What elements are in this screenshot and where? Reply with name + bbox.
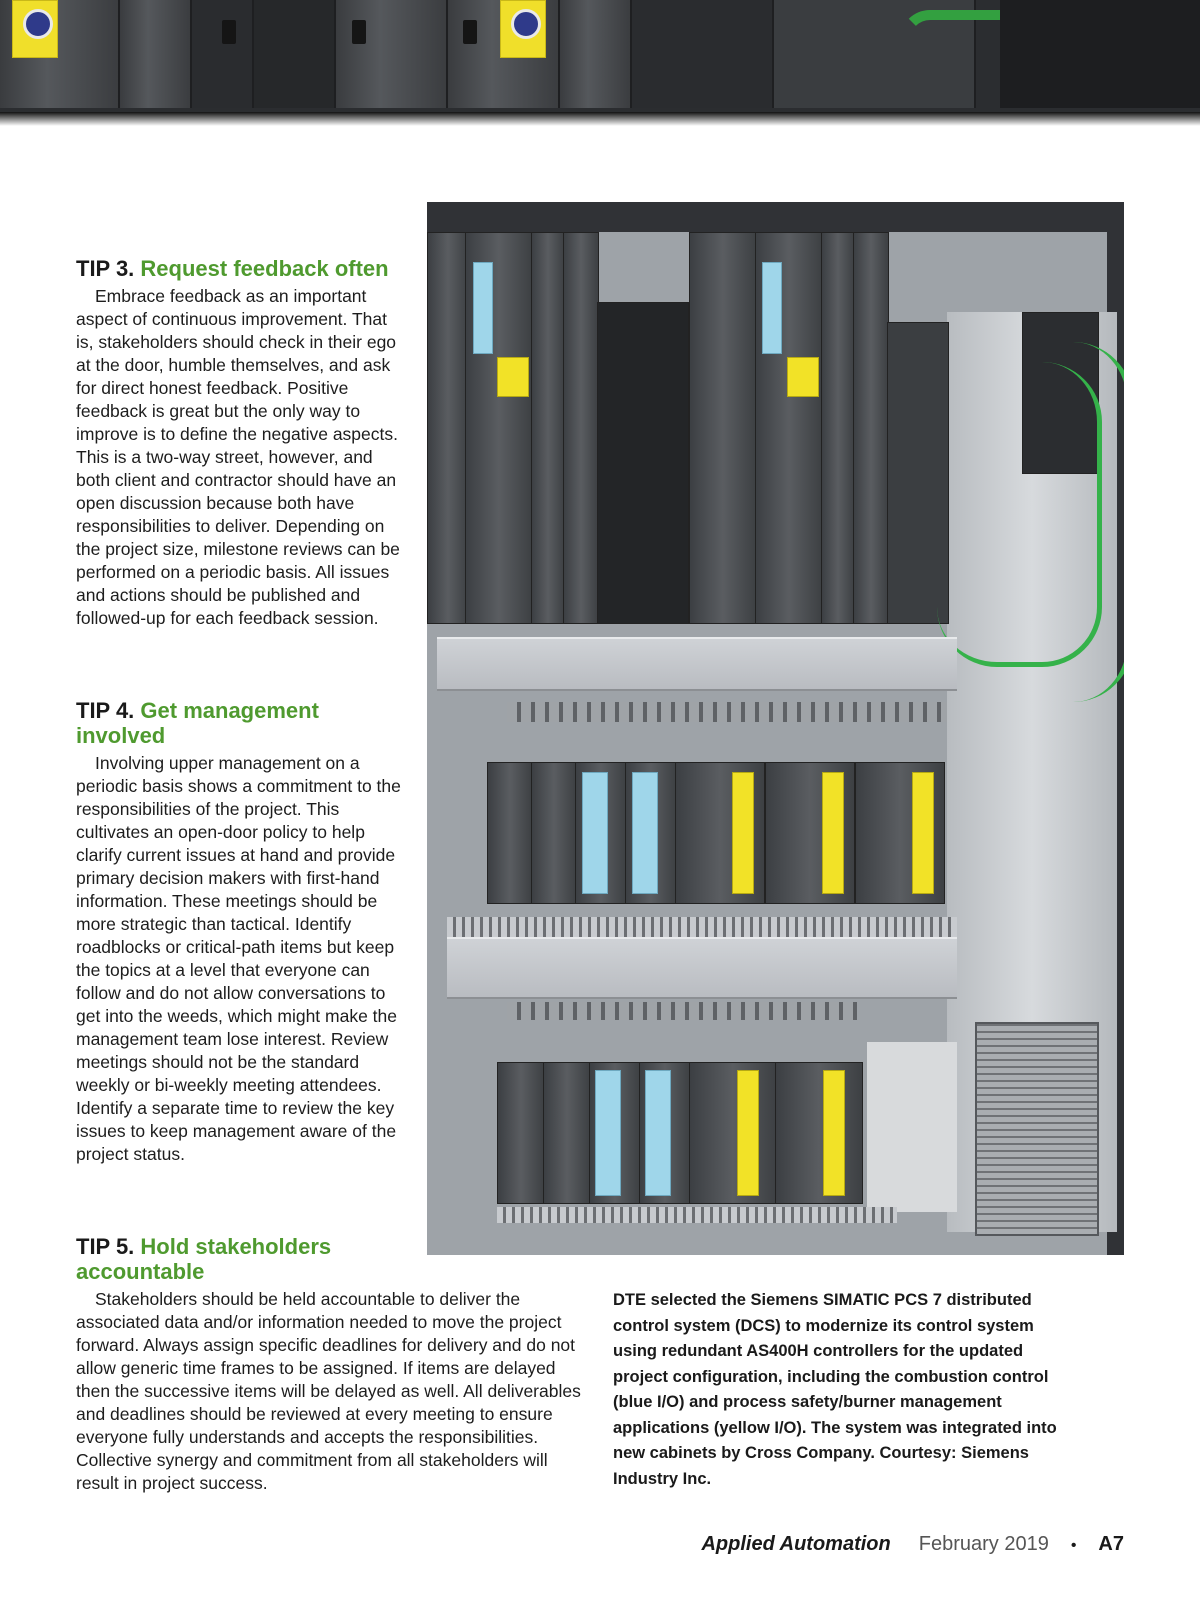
yellow-io-module bbox=[912, 772, 934, 894]
tip-5-title: Hold stakeholders accountable bbox=[76, 1234, 332, 1284]
tip-5-number: TIP 5. bbox=[76, 1234, 135, 1259]
tip-3-number: TIP 3. bbox=[76, 256, 135, 281]
yellow-io-module bbox=[822, 772, 844, 894]
photo-caption: DTE selected the Siemens SIMATIC PCS 7 distributed control system (DCS) to modernize its control system using redundant AS400H controllers for the updated project configuration, including the combustion control (blue I/O) and process safety/burner management applications (yellow I/O). The system was integrated into new cabinets by Cross Company. Courtesy: Siemens Industry Inc. bbox=[613, 1291, 1057, 1488]
tip-3-section bbox=[76, 256, 406, 630]
yellow-io-module bbox=[732, 772, 754, 894]
page-footer bbox=[701, 1533, 1124, 1563]
tip-3-body: Embrace feedback as an important aspect of continuous improvement. That is, stakeholders should check in their ego at the door, humble themselves, and ask for direct honest feedback. Positive feedback is great but the only way to improve is to define the negative aspects. This is a two-way street, however, and both client and contractor should have an open discussion because both have responsibilities to deliver. Depending on the project size, milestone reviews can be performed on a periodic basis. All issues and actions should be published and followed-up for each feedback session. bbox=[76, 286, 400, 628]
tip-3-heading bbox=[76, 256, 406, 281]
page-number: A7 bbox=[1098, 1533, 1124, 1555]
tip-3-title: Request feedback often bbox=[140, 256, 389, 281]
tip-4-number: TIP 4. bbox=[76, 698, 135, 723]
blue-io-module bbox=[645, 1070, 671, 1196]
tip-4-title: Get management involved bbox=[76, 698, 319, 748]
yellow-io-module bbox=[823, 1070, 845, 1196]
tip-4-body: Involving upper management on a periodic basis shows a commitment to the responsibilities of the project. This cultivates an open-door policy to help clarify current issues at hand and provide primary decision makers with first-hand information. These meetings should be more strategic than tactical. Identify roadblocks or critical-path items but keep the topics at a level that everyone can follow and do not allow conversations to get into the weeds, which might make the management team lose interest. Review meetings should not be the standard weekly or bi-weekly meeting attendees. Identify a separate time to review the key issues to keep management aware of the project status. bbox=[76, 753, 401, 1164]
tip-5-body: Stakeholders should be held accountable to deliver the associated data and/or information needed to move the project forward. Always assign specific deadlines for delivery and do not allow generic time frames to be assigned. If items are delayed then the successive items will be delayed as well. All deliverables and deadlines should be reviewed at every meeting to ensure everyone fully understands and accepts the responsibilities. Collective synergy and commitment from all stakeholders will result in project success. bbox=[76, 1289, 581, 1493]
yellow-io-module bbox=[737, 1070, 759, 1196]
yellow-label bbox=[500, 0, 546, 58]
top-banner-photo bbox=[0, 0, 1200, 112]
power-supply bbox=[975, 1022, 1099, 1236]
footer-separator: • bbox=[1070, 1537, 1077, 1554]
tip-4-section bbox=[76, 698, 406, 1166]
blue-io-module bbox=[582, 772, 608, 894]
blue-io-module bbox=[632, 772, 658, 894]
banner-shadow bbox=[0, 112, 1200, 126]
tip-4-heading bbox=[76, 698, 406, 748]
publication-name: Applied Automation bbox=[701, 1533, 891, 1555]
blue-io-module bbox=[595, 1070, 621, 1196]
yellow-label bbox=[12, 0, 58, 58]
cabinet-photo bbox=[427, 202, 1124, 1255]
tip-5-heading bbox=[76, 1234, 406, 1284]
issue-date: February 2019 bbox=[918, 1533, 1049, 1555]
